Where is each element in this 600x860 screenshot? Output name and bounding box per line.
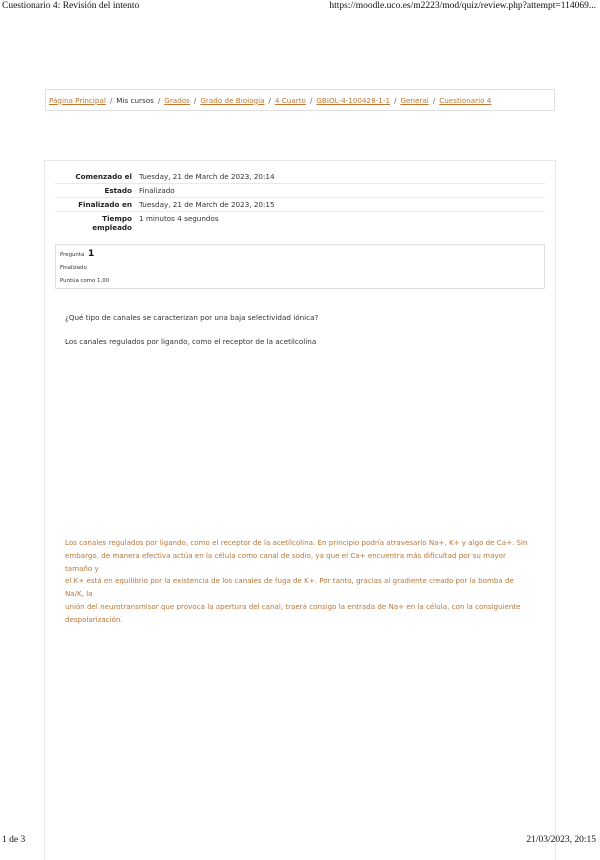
breadcrumb-separator: / — [432, 95, 436, 105]
breadcrumb-separator: / — [268, 95, 271, 105]
state-label: Estado — [104, 186, 132, 195]
breadcrumb-separator: / — [157, 95, 161, 105]
breadcrumb-quiz[interactable]: Cuestionario 4 — [439, 95, 492, 105]
finished-label: Finalizado en — [78, 200, 132, 209]
question-info-box — [55, 244, 545, 289]
question-feedback — [65, 537, 535, 627]
print-header — [0, 0, 600, 14]
summary-row-state — [55, 184, 545, 198]
breadcrumb-separator: / — [394, 95, 397, 105]
time-label — [55, 212, 132, 232]
summary-row-started — [55, 170, 545, 184]
breadcrumb-separator: / — [193, 95, 197, 105]
started-value: Tuesday, 21 de March de 2023, 20:14 — [139, 172, 275, 181]
summary-row-finished — [55, 198, 545, 212]
breadcrumb-separator: / — [309, 95, 313, 105]
question-number-value: 1 — [87, 249, 95, 259]
breadcrumb — [45, 89, 555, 111]
feedback-line: unión del neurotransmisor que provoca la apertura del canal, traerá consigo la entrada de Na+ en la célula, con la consiguiente — [65, 601, 521, 611]
attempt-summary-table — [55, 170, 545, 240]
started-label: Comenzado el — [75, 172, 132, 181]
breadcrumb-grados[interactable]: Grados — [164, 95, 190, 105]
breadcrumb-cuarto[interactable]: 4 Cuarto — [274, 95, 306, 105]
print-page-number: 1 de 3 — [2, 835, 26, 845]
breadcrumb-course-code[interactable]: GBIOL-4-100428-1-1 — [316, 95, 391, 105]
breadcrumb-home[interactable]: Página Principal — [49, 95, 106, 105]
print-page-url: https://moodle.uco.es/m2223/mod/quiz/review.php?attempt=114069... — [329, 1, 596, 11]
state-value: Finalizado — [139, 186, 175, 195]
breadcrumb-separator: / — [109, 95, 113, 105]
feedback-line: el K+ está en equilibrio por la existencia de los canales de fuga de K+. Por tanto, gracias al gradiente creado por la bomba de Na/K, la — [65, 576, 514, 599]
question-prefix: Pregunta — [60, 252, 85, 258]
breadcrumb-my-courses: Mis cursos — [116, 95, 154, 105]
time-label-line-2: empleado — [92, 223, 132, 232]
feedback-line: embargo, de manera efectiva actúa en la célula como canal de sodio, ya que el Ca+ encuentra más dificultad por su mayor tamaño y — [65, 550, 506, 573]
feedback-line: Los canales regulados por ligando, como el receptor de la acetilcolina. En principio podría atravesarlo Na+, K+ y algo de Ca+. Sin — [65, 538, 528, 547]
breadcrumb-general[interactable]: General — [400, 95, 429, 105]
print-page-title: Cuestionario 4: Revisión del intento — [2, 1, 140, 11]
feedback-line: despolarización. — [65, 614, 123, 624]
question-grade: Puntúa como 1,00 — [60, 278, 110, 284]
question-text: ¿Qué tipo de canales se caracterizan por una baja selectividad iónica? — [65, 313, 319, 322]
print-datetime: 21/03/2023, 20:15 — [526, 835, 596, 845]
time-value: 1 minutos 4 segundos — [139, 214, 219, 223]
question-number — [60, 249, 94, 259]
question-answer: Los canales regulados por ligando, como el receptor de la acetilcolina — [65, 337, 317, 346]
summary-row-time — [55, 212, 545, 240]
finished-value: Tuesday, 21 de March de 2023, 20:15 — [139, 200, 275, 209]
print-footer — [0, 834, 600, 848]
time-label-line-1: Tiempo — [102, 214, 132, 223]
breadcrumb-grado-biologia[interactable]: Grado de Biología — [200, 95, 265, 105]
question-state: Finalizado — [60, 265, 87, 271]
